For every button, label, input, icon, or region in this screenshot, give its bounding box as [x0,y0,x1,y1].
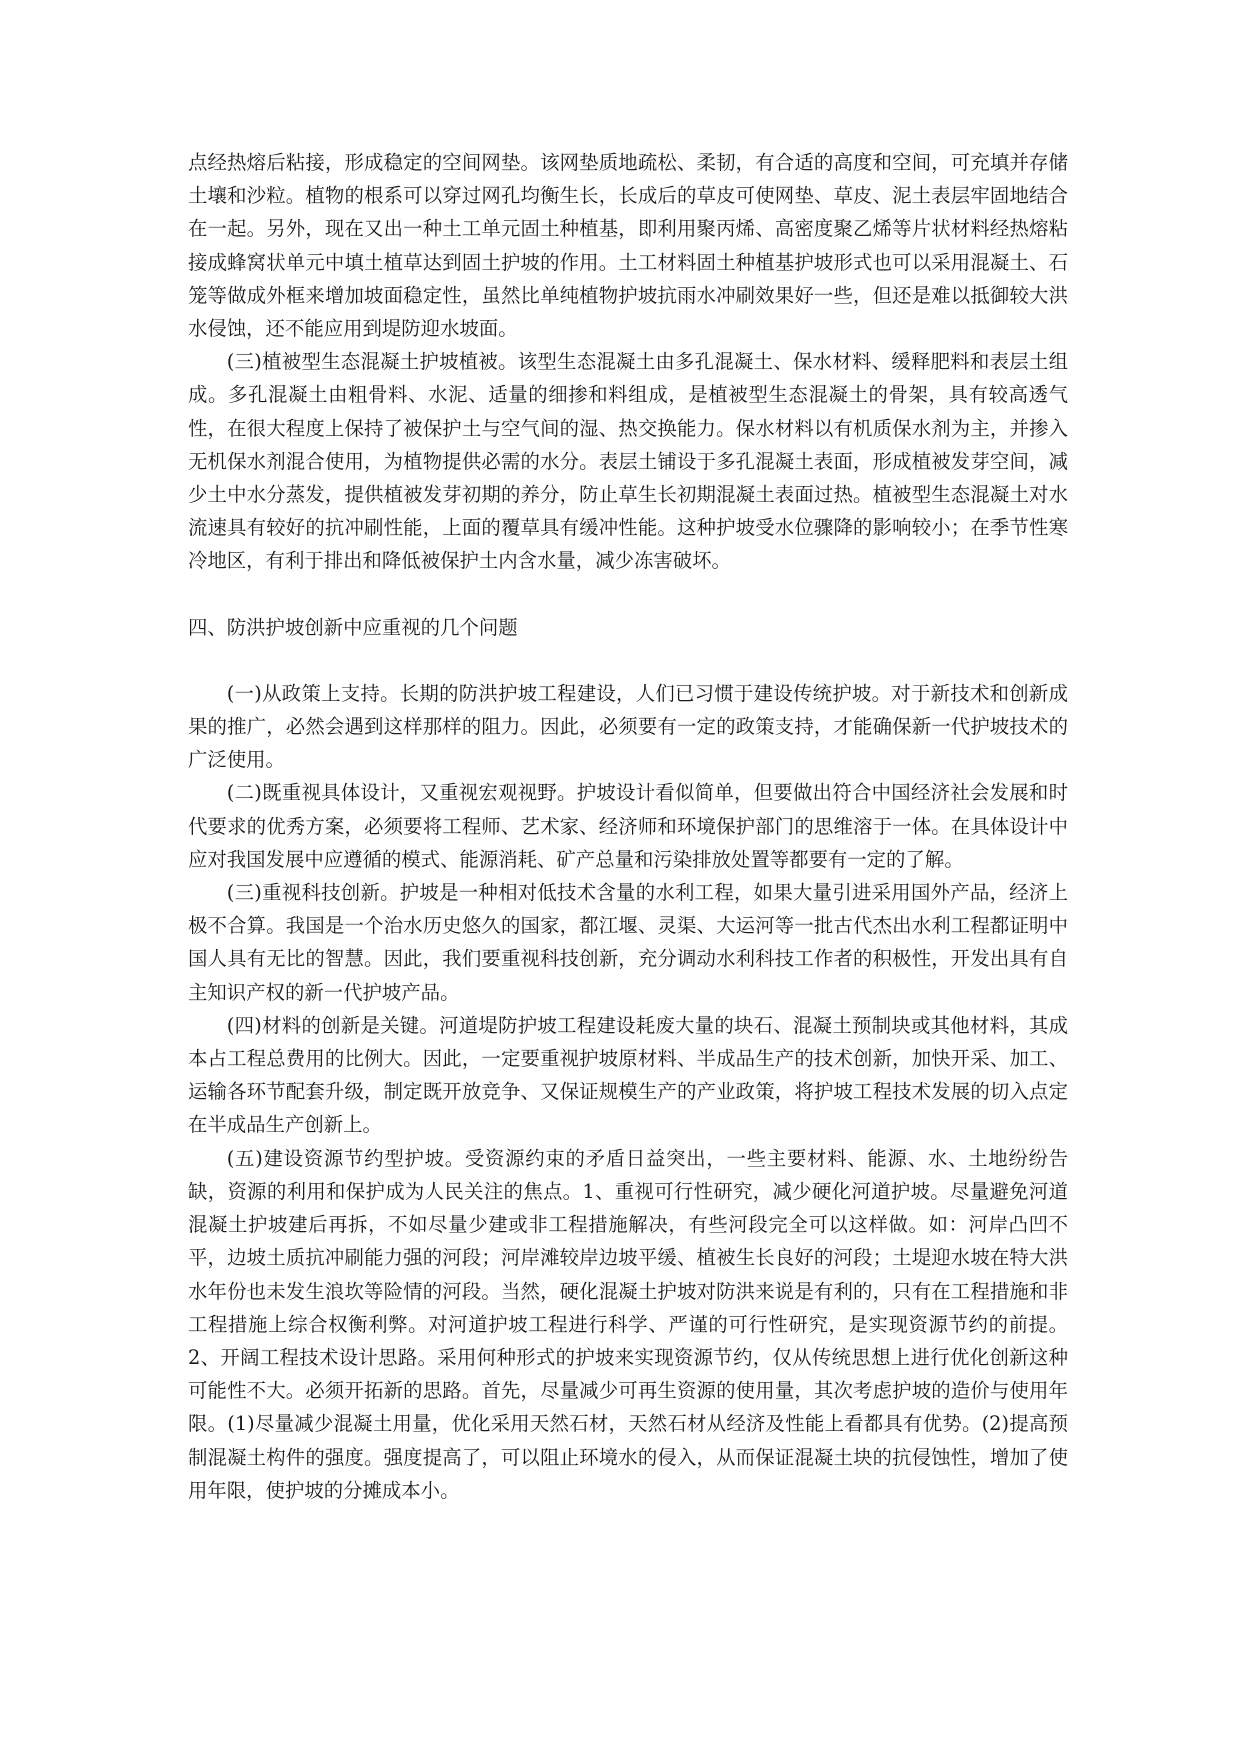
paragraph-resource-saving: (五)建设资源节约型护坡。受资源约束的矛盾日益突出，一些主要材料、能源、水、土地纷纷告缺，资源的利用和保护成为人民关注的焦点。1、重视可行性研究，减少硬化河道护坡。尽量避免河道混凝土护坡建后再拆，不如尽量少建或非工程措施解决，有些河段完全可以这样做。如：河岸凸凹不平，边坡土质抗冲刷能力强的河段；河岸滩较岸边坡平缓、植被生长良好的河段；土堤迎水坡在特大洪水年份也未发生浪坎等险情的河段。当然，硬化混凝土护坡对防洪来说是有利的，只有在工程措施和非工程措施上综合权衡利弊。对河道护坡工程进行科学、严谨的可行性研究，是实现资源节约的前提。2、开阔工程技术设计思路。采用何种形式的护坡来实现资源节约，仅从传统思想上进行优化创新这种可能性不大。必须开拓新的思路。首先，尽量减少可再生资源的使用量，其次考虑护坡的造价与使用年限。(1)尽量减少混凝土用量，优化采用天然石材，天然石材从经济及性能上看都具有优势。(2)提高预制混凝土构件的强度。强度提高了，可以阻止环境水的侵入，从而保证混凝土块的抗侵蚀性，增加了使用年限，使护坡的分摊成本小。 [188,1146,1068,1502]
paragraph-continuation: 点经热熔后粘接，形成稳定的空间网垫。该网垫质地疏松、柔韧，有合适的高度和空间，可充填并存储土壤和沙粒。植物的根系可以穿过网孔均衡生长，长成后的草皮可使网垫、草皮、泥土表层牢固地结合在一起。另外，现在又出一种土工单元固土种植基，即利用聚丙烯、高密度聚乙烯等片状材料经热熔粘接成蜂窝状单元中填土植草达到固土护坡的作用。土工材料固土种植基护坡形式也可以采用混凝土、石笼等做成外框来增加坡面稳定性，虽然比单纯植物护坡抗雨水冲刷效果好一些，但还是难以抵御较大洪水侵蚀，还不能应用到堤防迎水坡面。 [188,151,1068,341]
paragraph-policy-support: (一)从政策上支持。长期的防洪护坡工程建设，人们已习惯于建设传统护坡。对于新技术和创新成果的推广，必然会遇到这样那样的阻力。因此，必须要有一定的政策支持，才能确保新一代护坡技术的广泛使用。 [188,681,1068,772]
document-page [188,146,1068,1507]
paragraph-design-vision: (二)既重视具体设计，又重视宏观视野。护坡设计看似简单，但要做出符合中国经济社会发展和时代要求的优秀方案，必须要将工程师、艺术家、经济师和环境保护部门的思维溶于一体。在具体设计中应对我国发展中应遵循的模式、能源消耗、矿产总量和污染排放处置等都要有一定的了解。 [188,781,1068,871]
paragraph-eco-concrete: (三)植被型生态混凝土护坡植被。该型生态混凝土由多孔混凝土、保水材料、缓释肥料和表层土组成。多孔混凝土由粗骨料、水泥、适量的细掺和料组成，是植被型生态混凝土的骨架，具有较高透气性，在很大程度上保持了被保护土与空气间的湿、热交换能力。保水材料以有机质保水剂为主，并掺入无机保水剂混合使用，为植物提供必需的水分。表层土铺设于多孔混凝土表面，形成植被发芽空间，减少土中水分蒸发，提供植被发芽初期的养分，防止草生长初期混凝土表面过热。植被型生态混凝土对水流速具有较好的抗冲刷性能，上面的覆草具有缓冲性能。这种护坡受水位骤降的影响较小；在季节性寒冷地区，有利于排出和降低被保护土内含水量，减少冻害破坏。 [188,350,1068,573]
section-heading: 四、防洪护坡创新中应重视的几个问题 [188,615,518,639]
paragraph-material-innovation: (四)材料的创新是关键。河道堤防护坡工程建设耗废大量的块石、混凝土预制块或其他材料，其成本占工程总费用的比例大。因此，一定要重视护坡原材料、半成品生产的技术创新，加快开采、加工、运输各环节配套升级，制定既开放竞争、又保证规模生产的产业政策，将护坡工程技术发展的切入点定在半成品生产创新上。 [188,1013,1068,1137]
paragraph-tech-innovation: (三)重视科技创新。护坡是一种相对低技术含量的水利工程，如果大量引进采用国外产品，经济上极不合算。我国是一个治水历史悠久的国家，都江堰、灵渠、大运河等一批古代杰出水利工程都证明中国人具有无比的智慧。因此，我们要重视科技创新，充分调动水利科技工作者的积极性，开发出具有自主知识产权的新一代护坡产品。 [188,881,1068,1004]
